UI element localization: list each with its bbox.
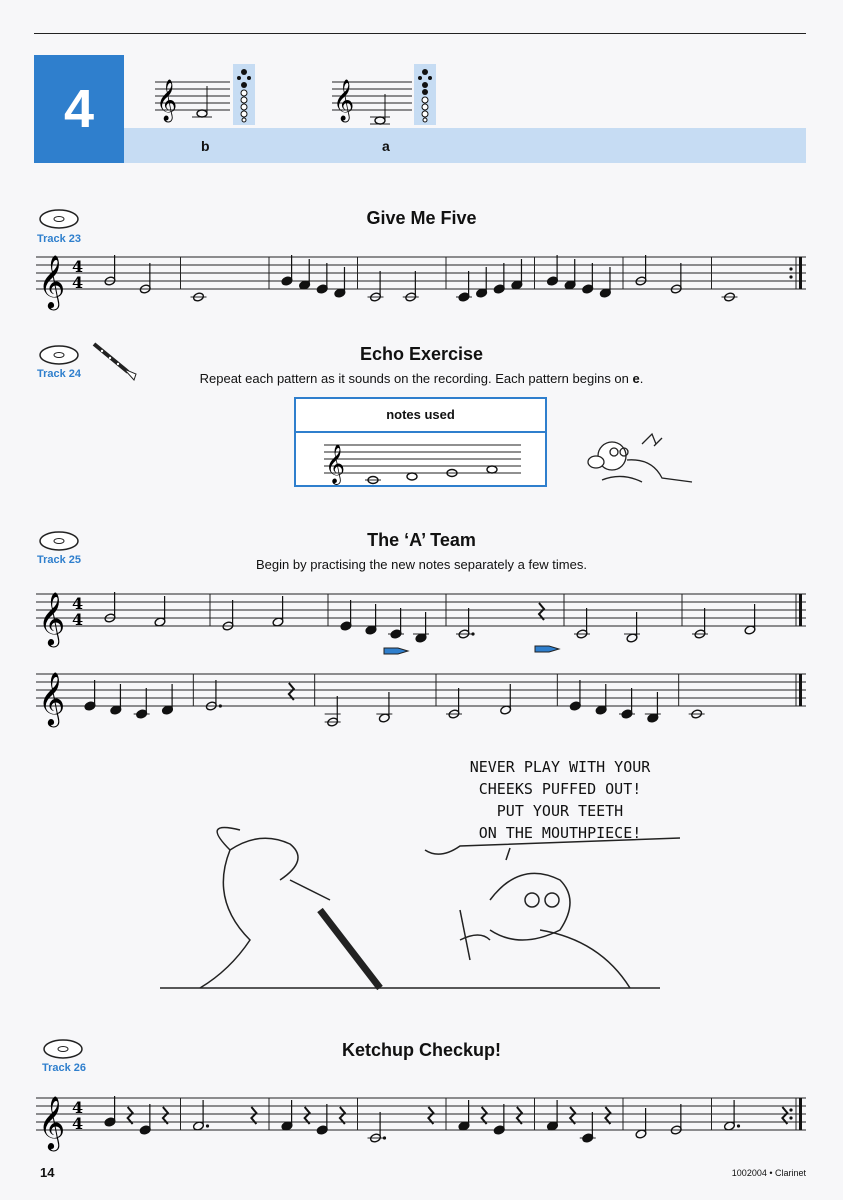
note-b bbox=[197, 110, 207, 117]
piece-title: Echo Exercise bbox=[359, 344, 484, 364]
time-sig-bottom: 4 bbox=[72, 1114, 84, 1133]
piece-title: The ‘A’ Team bbox=[367, 530, 476, 550]
rest bbox=[305, 1107, 310, 1124]
note-label-b: b bbox=[201, 138, 210, 154]
time-sig-bottom: 4 bbox=[72, 273, 84, 292]
track-label: Track 24 bbox=[37, 368, 82, 380]
dot bbox=[383, 1136, 386, 1139]
notes-used-label: notes used bbox=[296, 399, 545, 433]
staff-give-me-five bbox=[36, 247, 808, 313]
treble-clef: 𝄞 bbox=[38, 254, 66, 308]
pointing-hand-icon bbox=[382, 642, 412, 658]
rest bbox=[605, 1107, 610, 1124]
time-sig-bottom: 4 bbox=[72, 610, 84, 629]
repeat-dot bbox=[789, 1116, 792, 1119]
notes-used-box bbox=[294, 397, 547, 487]
dot bbox=[471, 632, 474, 635]
treble-clef: 𝄞 bbox=[38, 671, 66, 725]
final-barline-thick bbox=[799, 674, 802, 706]
note-label-a: a bbox=[382, 138, 390, 154]
cartoon-illustration bbox=[160, 820, 700, 992]
piece-title: Ketchup Checkup! bbox=[341, 1040, 501, 1060]
staff-a-team-1 bbox=[36, 584, 808, 650]
pointing-hand-icon bbox=[533, 640, 563, 656]
piece-title: Give Me Five bbox=[366, 208, 477, 228]
rest bbox=[128, 1107, 133, 1124]
rest bbox=[289, 683, 294, 700]
dot bbox=[206, 1124, 209, 1127]
track-label: Track 25 bbox=[37, 554, 82, 566]
rest bbox=[428, 1107, 433, 1124]
svg-text:𝄞: 𝄞 bbox=[333, 80, 355, 121]
time-sig-top: 4 bbox=[72, 1098, 84, 1117]
dot bbox=[219, 704, 222, 707]
rest bbox=[539, 603, 544, 620]
notes-used-staff bbox=[296, 433, 545, 487]
rest bbox=[517, 1107, 522, 1124]
repeat-dot bbox=[789, 275, 792, 278]
time-sig-top: 4 bbox=[72, 257, 84, 276]
rest bbox=[570, 1107, 575, 1124]
page-number: 14 bbox=[40, 1165, 55, 1180]
repeat-dot bbox=[789, 1108, 792, 1111]
rest bbox=[340, 1107, 345, 1124]
dot bbox=[737, 1124, 740, 1127]
svg-text:𝄞: 𝄞 bbox=[156, 80, 178, 121]
track-label: Track 23 bbox=[37, 233, 82, 245]
rest bbox=[782, 1107, 787, 1124]
instructions: Begin by practising the new notes separately a few times. bbox=[256, 557, 587, 572]
staff-ketchup-checkup bbox=[36, 1088, 808, 1154]
rest bbox=[163, 1107, 168, 1124]
fingering-chart-b bbox=[233, 64, 255, 125]
final-barline-thick bbox=[799, 257, 802, 289]
time-sig-top: 4 bbox=[72, 594, 84, 613]
svg-text:𝄞: 𝄞 bbox=[325, 444, 346, 484]
catalog-label: 1002004 • Clarinet bbox=[731, 1168, 806, 1178]
repeat-dot bbox=[789, 267, 792, 270]
lesson-band bbox=[124, 128, 806, 163]
rest bbox=[251, 1107, 256, 1124]
final-barline-thick bbox=[799, 594, 802, 626]
staff-a-team-2 bbox=[36, 664, 808, 730]
fingering-chart-a bbox=[414, 64, 436, 125]
instructions: Repeat each pattern as it sounds on the recording. Each pattern begins on e. bbox=[199, 371, 644, 386]
lesson-number: 4 bbox=[34, 55, 124, 163]
new-notes-staves bbox=[150, 64, 450, 128]
top-rule bbox=[34, 33, 806, 34]
teacher-cartoon bbox=[582, 430, 700, 490]
rest bbox=[482, 1107, 487, 1124]
speech-bubble: NEVER PLAY WITH YOUR CHEEKS PUFFED OUT! PUT YOUR TEETH ON THE MOUTHPIECE! bbox=[469, 758, 651, 842]
treble-clef: 𝄞 bbox=[38, 591, 66, 645]
note-a bbox=[375, 117, 385, 124]
treble-clef: 𝄞 bbox=[38, 1095, 66, 1149]
final-barline-thick bbox=[799, 1098, 802, 1130]
track-label: Track 26 bbox=[42, 1062, 87, 1074]
